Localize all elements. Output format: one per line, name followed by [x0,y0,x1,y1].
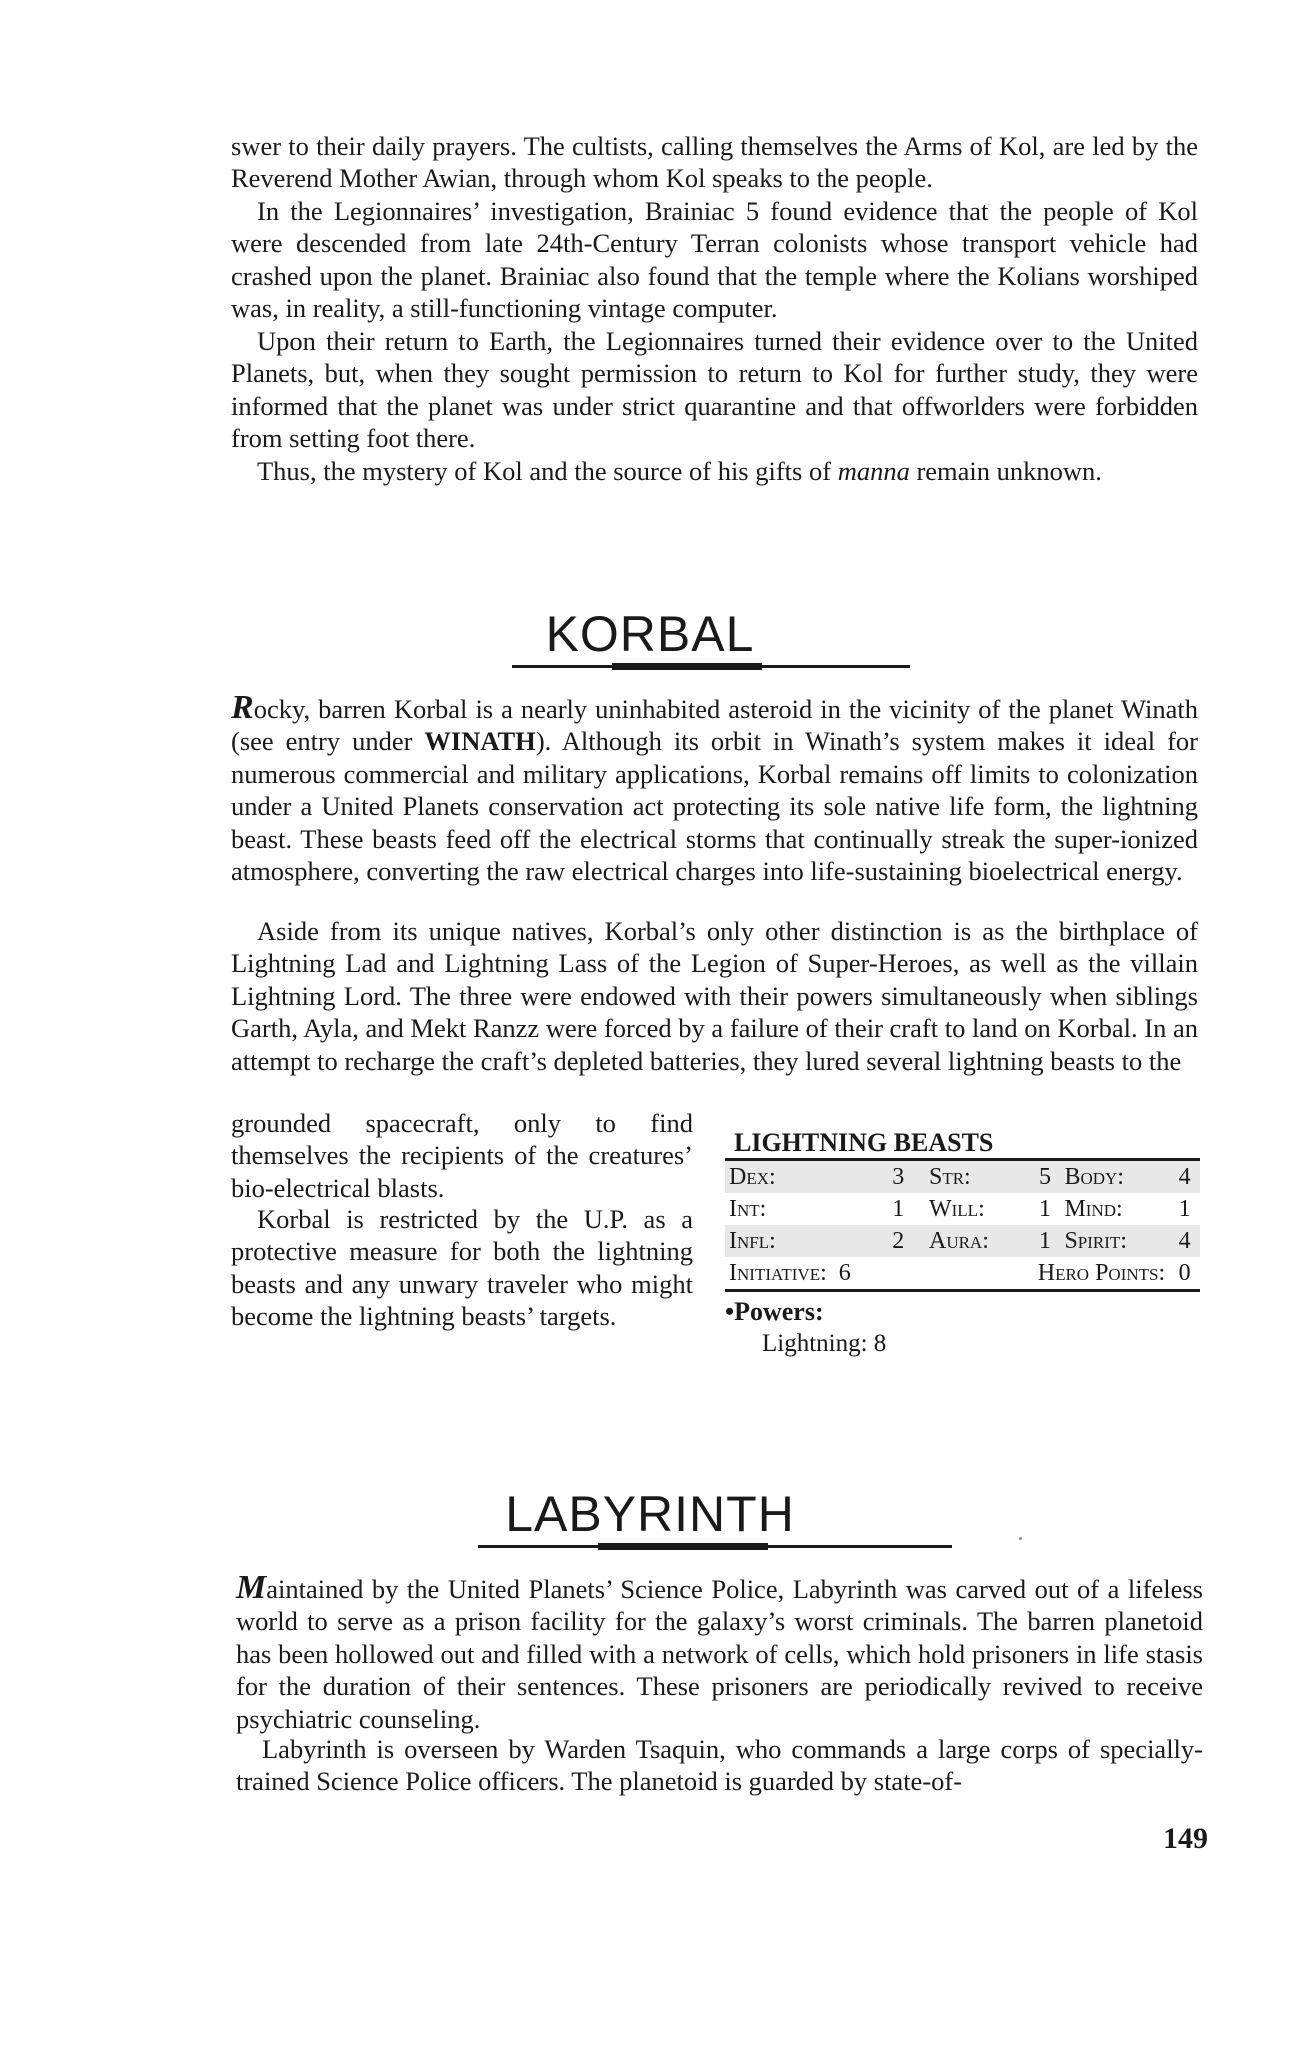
korbal-title: KORBAL [545,606,755,662]
korbal-p1-bold: WINATH [424,726,536,757]
stat-label: Dex: [729,1163,776,1190]
lightning-beasts-statblock [725,1128,1200,1360]
stat-value: 3 [892,1163,905,1190]
stat-row-initiative [725,1257,1200,1291]
korbal-rule-accent [612,663,762,670]
stat-value: 4 [1178,1163,1191,1190]
statblock-title: LIGHTNING BEASTS [725,1128,1200,1161]
initiative-label [725,1257,925,1291]
initiative-label-text: Initiative: [729,1259,827,1286]
page-number: 149 [1163,1822,1208,1855]
korbal-title-rule [512,665,910,668]
speck-mark [1019,1537,1022,1540]
intro-paragraph-2: In the Legionnaires’ investigation, Brainiac 5 found evidence that the people of Kol were descended from late 24th-Century Terran colonists whose transport vehicle had crashed upon the planet. Brainiac also found that the temple where the Kolians worshiped was, in reality, a still-functioning vintage computer. [231,196,1198,324]
intro-paragraph-3: Upon their return to Earth, the Legionnaires turned their evidence over to the United Planets, but, when they sought permission to return to Kol for further study, they were informed that the planet was under strict quarantine and that offworlders were forbidden from setting foot there. [231,326,1198,454]
stat-row [725,1225,1200,1257]
powers-item: Lightning: 8 [762,1330,887,1357]
stat-value: 2 [892,1227,905,1254]
stat-label: Str: [928,1163,971,1190]
intro-p4-text-a: Thus, the mystery of Kol and the source of his gifts of [257,456,838,486]
labyrinth-p1-text: aintained by the United Planets’ Science Police, Labyrinth was carved out of a lifeless world to serve as a prison facility for the galaxy’s worst criminals. The barren planetoid has been hollowed out and filled with a network of cells, which hold prisoners in life stasis for the duration of their sentences. These prisoners are periodically revived to receive psychiatric counseling. [236,1574,1203,1734]
korbal-paragraph-2-continued: grounded spacecraft, only to find themselves the recipients of the creatures’ bio-electrical blasts. [231,1108,693,1203]
stat-value: 1 [1039,1227,1052,1254]
korbal-dropcap: R [231,689,254,726]
stat-value: 1 [1039,1195,1052,1222]
stat-value: 1 [892,1195,905,1222]
stat-row [725,1193,1200,1225]
stat-row [725,1161,1200,1193]
labyrinth-rule-accent [598,1543,768,1550]
powers-label: •Powers: [725,1297,824,1326]
labyrinth-dropcap: M [236,1569,267,1606]
korbal-p1-text-b: ). Although its orbit in Winath’s system makes it ideal for numerous commercial and military applications, Korbal remains off limits to colonization under a United Planets conservation act protecting its sole native life form, the lightning beast. These beasts feed off the electrical storms that continually streak the super-ionized atmosphere, converting the raw electrical charges into life-sustaining bioelectrical energy. [231,726,1198,887]
stat-label: Infl: [729,1227,776,1254]
korbal-paragraph-1 [231,689,1198,887]
intro-p4-italic: manna [837,456,910,486]
labyrinth-title: LABYRINTH [505,1486,795,1542]
hero-points-value: 0 [1169,1257,1200,1291]
stat-label: Mind: [1064,1195,1123,1222]
stat-label: Int: [729,1195,767,1222]
stat-value: 5 [1039,1163,1052,1190]
stat-value: 4 [1178,1227,1191,1254]
stat-table [725,1161,1200,1292]
intro-paragraph-4 [231,455,1198,487]
korbal-p1-text-a: ocky, barren Korbal is a nearly uninhabited asteroid in the vicinity of the planet Winath (see entry under [231,694,1198,757]
hero-points-label: Hero Points: [925,1257,1169,1291]
stat-value: 1 [1178,1195,1191,1222]
korbal-paragraph-3: Korbal is restricted by the U.P. as a protective measure for both the lightning beasts and any unwary traveler who might become the lightning beasts’ targets. [231,1204,693,1332]
intro-paragraph-1: swer to their daily prayers. The cultists, calling themselves the Arms of Kol, are led by the Reverend Mother Awian, through whom Kol speaks to the people. [231,131,1198,194]
labyrinth-paragraph-1 [236,1569,1203,1735]
intro-p4-text-b: remain unknown. [909,456,1102,486]
labyrinth-paragraph-2: Labyrinth is overseen by Warden Tsaquin, who commands a large corps of specially-trained Science Police officers. The planetoid is guarded by state-of- [236,1734,1203,1797]
stat-label: Aura: [928,1227,989,1254]
stat-label: Will: [928,1195,985,1222]
stat-label: Body: [1064,1163,1124,1190]
stat-label: Spirit: [1064,1227,1127,1254]
initiative-value: 6 [838,1259,851,1286]
korbal-paragraph-2: Aside from its unique natives, Korbal’s only other distinction is as the birthplace of Lightning Lad and Lightning Lass of the Legion of Super-Heroes, as well as the villain Lightning Lord. The three were endowed with their powers simultaneously when siblings Garth, Ayla, and Mekt Ranzz were forced by a failure of their craft to land on Korbal. In an attempt to recharge the craft’s depleted batteries, they lured several lightning beasts to the [231,916,1198,1076]
labyrinth-title-rule [478,1545,952,1548]
